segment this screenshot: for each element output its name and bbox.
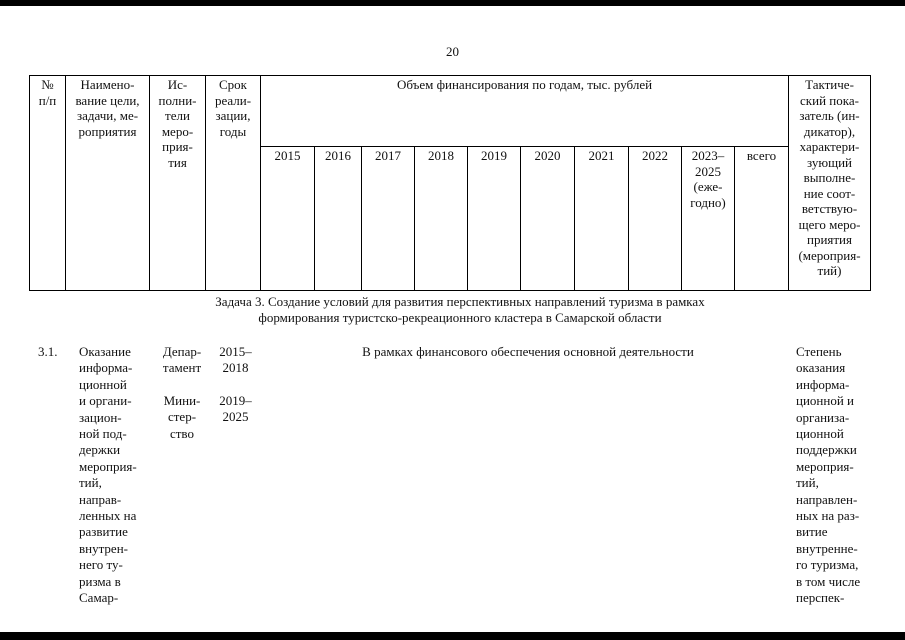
year-header: 2015 (261, 147, 315, 291)
row-number: 3.1. (38, 344, 58, 359)
col-name-header: Наимено- вание цели, задачи, ме- роприятия (66, 76, 150, 291)
row-executor-2: Мини- стер- ство (163, 393, 201, 441)
row-name: Оказание информа- ционной и органи- зацион- ной под- держки мероприя- тий, направ- ленных на развитие внутрен- него ту- ризма в Самар- (79, 344, 137, 606)
row-period-1: 2015– 2018 (219, 344, 252, 376)
row-executor-1: Депар- тамент (162, 344, 202, 376)
bottom-border (0, 632, 905, 640)
year-header: 2018 (415, 147, 468, 291)
row-funding: В рамках финансового обеспечения основной деятельности (362, 344, 694, 359)
year-header: 2016 (315, 147, 362, 291)
row-period-2: 2019– 2025 (219, 393, 252, 425)
year-header: 2017 (362, 147, 415, 291)
col-executors-header: Ис- полни- тели меро- прия- тия (150, 76, 206, 291)
year-header-2023-2025: 2023– 2025 (еже- годно) (682, 147, 735, 291)
col-funding-header: Объем финансирования по годам, тыс. рублей (261, 76, 789, 147)
col-indicator-header: Тактиче- ский пока- затель (ин- дикатор), характери- зующий выполне- ние соот- ветствую- щего меро- приятия (мероприя- тий) (789, 76, 871, 291)
year-header: 2019 (468, 147, 521, 291)
row-indicator: Степень оказания информа- ционной и организа- ционной поддержки мероприя- тий, направлен- ных на раз- витие внутренне- го туризма, в том числе перспек- (796, 344, 861, 606)
header-table (29, 75, 871, 291)
year-header: 2022 (629, 147, 682, 291)
top-border (0, 0, 905, 6)
task-title: Задача 3. Создание условий для развития перспективных направлений туризма в рамках формирования туристско-рекреационного кластера в Самарской области (215, 294, 705, 325)
col-number-header: № п/п (30, 76, 66, 291)
col-period-header: Срок реали- зации, годы (206, 76, 261, 291)
year-header: 2020 (521, 147, 575, 291)
page-number: 20 (446, 44, 459, 59)
total-header: всего (735, 147, 789, 291)
year-header: 2021 (575, 147, 629, 291)
